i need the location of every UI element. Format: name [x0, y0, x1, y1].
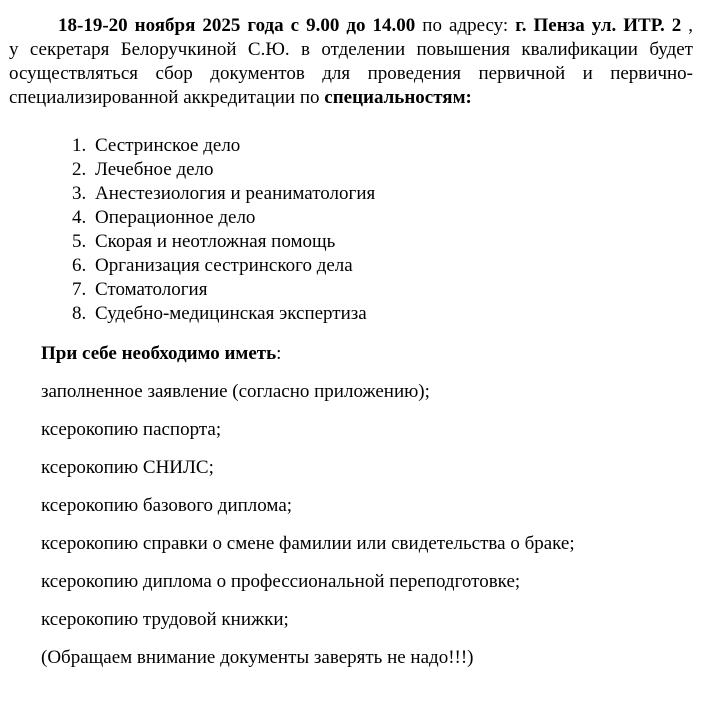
list-item-label: Судебно-медицинская экспертиза: [95, 303, 367, 324]
intro-paragraph: [9, 14, 693, 110]
intro-line-1-tail: ,: [681, 15, 693, 36]
intro-specialties-bold: специальностям:: [324, 87, 472, 108]
list-item-label: Анестезиология и реаниматология: [95, 183, 376, 204]
intro-line-2: у секретаря Белоручкиной С.Ю. в отделении повышения квалификации будет: [9, 39, 693, 60]
list-item-number: 2.: [72, 159, 87, 180]
requirements-heading-colon: :: [276, 343, 282, 364]
intro-line-4: [9, 86, 693, 110]
requirements-heading: [41, 342, 693, 366]
list-item-label: Скорая и неотложная помощь: [95, 231, 336, 252]
list-item-label: Стоматология: [95, 279, 208, 300]
list-item-label: Организация сестринского дела: [95, 255, 353, 276]
intro-line-4-regular: специализированной аккредитации по: [9, 87, 325, 108]
list-item: [72, 254, 693, 278]
list-item-number: 5.: [72, 231, 87, 252]
list-item: [72, 230, 693, 254]
list-item: [72, 278, 693, 302]
list-item: [72, 206, 693, 230]
attention-note: (Обращаем внимание документы заверять не надо!!!): [41, 647, 474, 668]
intro-address-label: по адресу:: [415, 15, 516, 36]
list-item: [72, 182, 693, 206]
list-item: [72, 134, 693, 158]
list-item-number: 8.: [72, 303, 87, 324]
requirements-heading-bold: При себе необходимо иметь: [41, 343, 277, 364]
list-item: [72, 302, 693, 326]
document-item: ксерокопию диплома о профессиональной переподготовке;: [41, 571, 521, 592]
intro-line-1: [9, 14, 693, 38]
list-item-number: 6.: [72, 255, 87, 276]
document-item: ксерокопию паспорта;: [41, 419, 222, 440]
list-item-number: 7.: [72, 279, 87, 300]
document-item: заполненное заявление (согласно приложению);: [41, 381, 430, 402]
list-item-number: 3.: [72, 183, 87, 204]
specialties-list: [72, 134, 693, 326]
list-item-label: Операционное дело: [95, 207, 256, 228]
document-item: ксерокопию СНИЛС;: [41, 457, 214, 478]
intro-line-3: осуществляться сбор документов для проведения первичной и первично-: [9, 63, 693, 84]
list-item-label: Лечебное дело: [95, 159, 214, 180]
document-item: ксерокопию справки о смене фамилии или свидетельства о браке;: [41, 533, 575, 554]
list-item-label: Сестринское дело: [95, 135, 241, 156]
document-item: ксерокопию базового диплома;: [41, 495, 293, 516]
list-item-number: 1.: [72, 135, 87, 156]
list-item-number: 4.: [72, 207, 87, 228]
intro-dates-bold: 18-19-20 ноября 2025 года с 9.00 до 14.00: [58, 15, 416, 36]
list-item: [72, 158, 693, 182]
document-item: ксерокопию трудовой книжки;: [41, 609, 289, 630]
intro-address-bold: г. Пенза ул. ИТР. 2: [515, 15, 682, 36]
